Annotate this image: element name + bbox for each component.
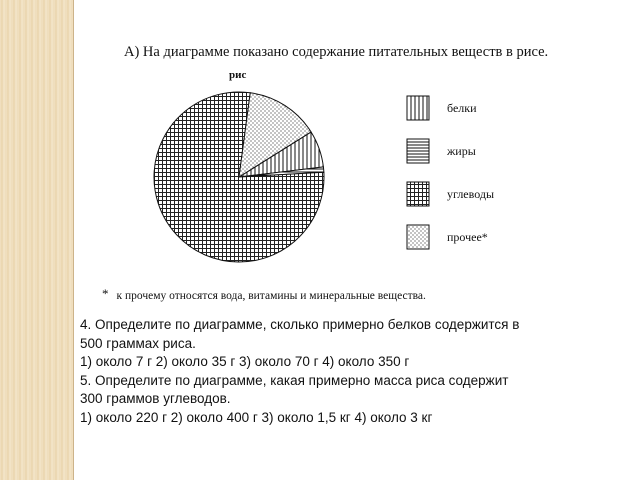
chart-title: рис	[229, 69, 247, 81]
legend-swatch-carbs	[407, 182, 429, 206]
pie-chart	[74, 0, 640, 290]
question-4-line-1: 4. Определите по диаграмме, сколько примерно белков содержится в	[80, 317, 520, 332]
question-5-line-1: 5. Определите по диаграмме, какая примерно масса риса содержит	[80, 372, 509, 388]
legend-label-other: прочее*	[447, 230, 488, 244]
legend-swatch-other	[407, 225, 429, 249]
legend-swatch-protein	[407, 96, 429, 120]
question-4-line-2: 500 граммах риса.	[80, 335, 196, 351]
page-edge-strip	[0, 0, 74, 480]
footnote-marker: *	[102, 286, 109, 301]
question-5-line-2: 300 граммов углеводов.	[80, 391, 231, 406]
legend-label-carbs: углеводы	[447, 187, 495, 201]
footnote	[102, 286, 552, 302]
legend-label-fat: жиры	[447, 144, 476, 158]
footnote-text: к прочему относятся вода, витамины и минеральные вещества.	[116, 290, 426, 302]
legend-label-protein: белки	[447, 101, 477, 115]
questions-block	[80, 316, 620, 427]
question-4-options: 1) около 7 г 2) около 35 г 3) около 70 г 4) около 350 г	[80, 354, 410, 369]
task-heading: А) На диаграмме показано содержание питательных веществ в рисе.	[124, 44, 549, 60]
page	[74, 0, 640, 480]
legend-swatch-fat	[407, 139, 429, 163]
question-5-options: 1) около 220 г 2) около 400 г 3) около 1,5 кг 4) около 3 кг	[80, 409, 433, 425]
